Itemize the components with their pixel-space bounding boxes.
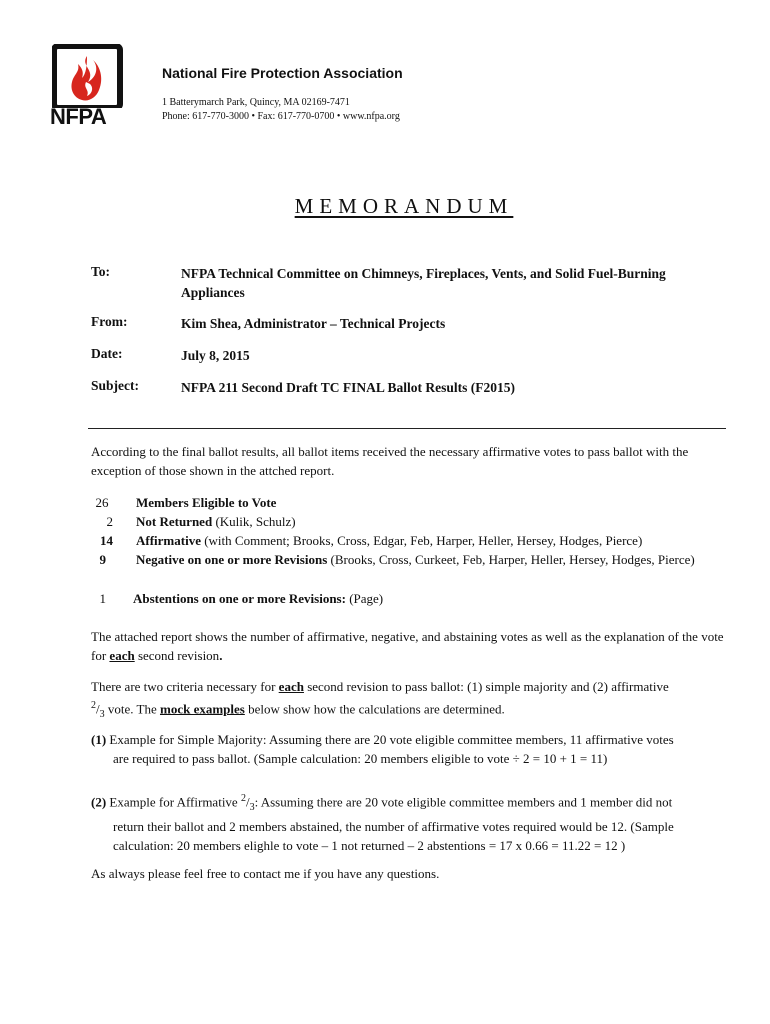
criteria-text: vote. The bbox=[104, 701, 160, 717]
report-period: . bbox=[219, 648, 223, 663]
report-emphasis: each bbox=[109, 648, 135, 663]
nfpa-logo bbox=[52, 44, 126, 128]
to-label: To: bbox=[91, 264, 111, 279]
example-1 bbox=[91, 730, 731, 768]
report-text-end: second revision bbox=[134, 648, 220, 663]
vote-detail: (Brooks, Cross, Curkeet, Feb, Harper, Heller, Hersey, Hodges, Pierce) bbox=[327, 552, 695, 567]
vote-detail: (with Comment; Brooks, Cross, Edgar, Feb, Harper, Heller, Hersey, Hodges, Pierce) bbox=[200, 533, 643, 548]
fraction-denominator: 3 bbox=[249, 801, 255, 813]
criteria-emphasis: each bbox=[278, 679, 304, 694]
criteria-text: second revision to pass ballot: (1) simple majority and (2) affirmative bbox=[303, 679, 669, 694]
report-paragraph bbox=[91, 627, 731, 665]
divider bbox=[88, 428, 726, 429]
vote-label: Not Returned bbox=[136, 514, 213, 529]
org-contact: Phone: 617-770-3000 • Fax: 617-770-0700 • www.nfpa.org bbox=[162, 111, 400, 122]
vote-detail: (Kulik, Schulz) bbox=[212, 514, 296, 529]
vote-label: Affirmative bbox=[136, 533, 201, 548]
vote-count: 14 bbox=[100, 533, 113, 548]
fraction-denominator: 3 bbox=[99, 708, 105, 720]
criteria-text: below show how the calculations are determined. bbox=[244, 701, 505, 717]
from-label: From: bbox=[91, 314, 128, 329]
fraction-numerator: 2 bbox=[91, 700, 96, 711]
mock-examples-emphasis: mock examples bbox=[159, 701, 245, 717]
date-label: Date: bbox=[91, 346, 123, 361]
vote-count: 9 bbox=[99, 552, 106, 567]
vote-item bbox=[136, 531, 736, 550]
vote-count: 26 bbox=[95, 495, 109, 510]
vote-label: Negative on one or more Revisions bbox=[136, 552, 328, 567]
criteria-text: There are two criteria necessary for bbox=[91, 679, 279, 694]
logo-wordmark: NFPA bbox=[50, 104, 107, 129]
to-value: NFPA Technical Committee on Chimneys, Fireplaces, Vents, and Solid Fuel-Burning Appliances bbox=[181, 266, 666, 300]
vote-item bbox=[133, 589, 733, 608]
example-text: Example for Simple Majority: Assuming there are 20 vote eligible committee members, 11 affirmative votes bbox=[106, 732, 674, 747]
closing-line: As always please feel free to contact me if you have any questions. bbox=[91, 866, 440, 881]
example-text: return their ballot and 2 members abstained, the number of affirmative votes required would be 12. (Sample bbox=[113, 818, 674, 834]
vote-count: 2 bbox=[106, 514, 113, 529]
example-number: (1) bbox=[91, 732, 107, 747]
example-number: (2) bbox=[91, 794, 107, 810]
intro-paragraph: According to the final ballot results, all ballot items received the necessary affirmative votes to pass ballot with the exception of those shown in the attched report. bbox=[91, 444, 689, 478]
vote-count: 1 bbox=[99, 591, 106, 606]
vote-item bbox=[136, 512, 736, 531]
from-value: Kim Shea, Administrator – Technical Projects bbox=[181, 316, 446, 331]
vote-item bbox=[136, 550, 716, 569]
example-2: (2) Example for Affirmative $^2/_3$: Assuming there are 20 vote eligible committee members and 1 member did not return their ballot and 2 members abstained, the number of affirmative votes required would be 12. (Sample calculation: 20 members elighle to vote – 1 not returned – 2 abstentions = 17 x 0.66 = 11.22 = 12 ) bbox=[91, 789, 731, 855]
org-address: 1 Batterymarch Park, Quincy, MA 02169-7471 bbox=[162, 97, 350, 108]
vote-label: Members Eligible to Vote bbox=[136, 495, 277, 510]
org-name: National Fire Protection Association bbox=[162, 65, 403, 81]
vote-detail: (Page) bbox=[345, 591, 384, 606]
vote-item bbox=[136, 493, 736, 512]
subject-label: Subject: bbox=[91, 378, 139, 393]
report-text: The attached report shows the number of affirmative, negative, and abstaining votes as well as the explanation of the vote for bbox=[91, 629, 724, 663]
subject-value: NFPA 211 Second Draft TC FINAL Ballot Results (F2015) bbox=[181, 380, 515, 395]
example-text: are required to pass ballot. (Sample calculation: 20 members eligible to vote ÷ 2 = 10 + 1 = 11) bbox=[113, 751, 608, 766]
example-text: calculation: 20 members elighle to vote – 1 not returned – 2 abstentions = 17 x 0.66 = 11.22 = 12 ) bbox=[113, 837, 626, 853]
vote-label: Abstentions on one or more Revisions: bbox=[133, 591, 346, 606]
fraction-numerator: 2 bbox=[240, 793, 246, 804]
date-value: July 8, 2015 bbox=[181, 348, 250, 363]
example-text: : Assuming there are 20 vote eligible committee members and 1 member did not bbox=[254, 794, 673, 810]
example-text: Example for Affirmative bbox=[106, 794, 241, 810]
criteria-paragraph: There are two criteria necessary for each second revision to pass ballot: (1) simple majority and (2) affirmative $^2/_3$ vote. The mock examples below show how the calculations are determined. bbox=[91, 679, 669, 720]
memo-title: MEMORANDUM bbox=[294, 194, 514, 218]
